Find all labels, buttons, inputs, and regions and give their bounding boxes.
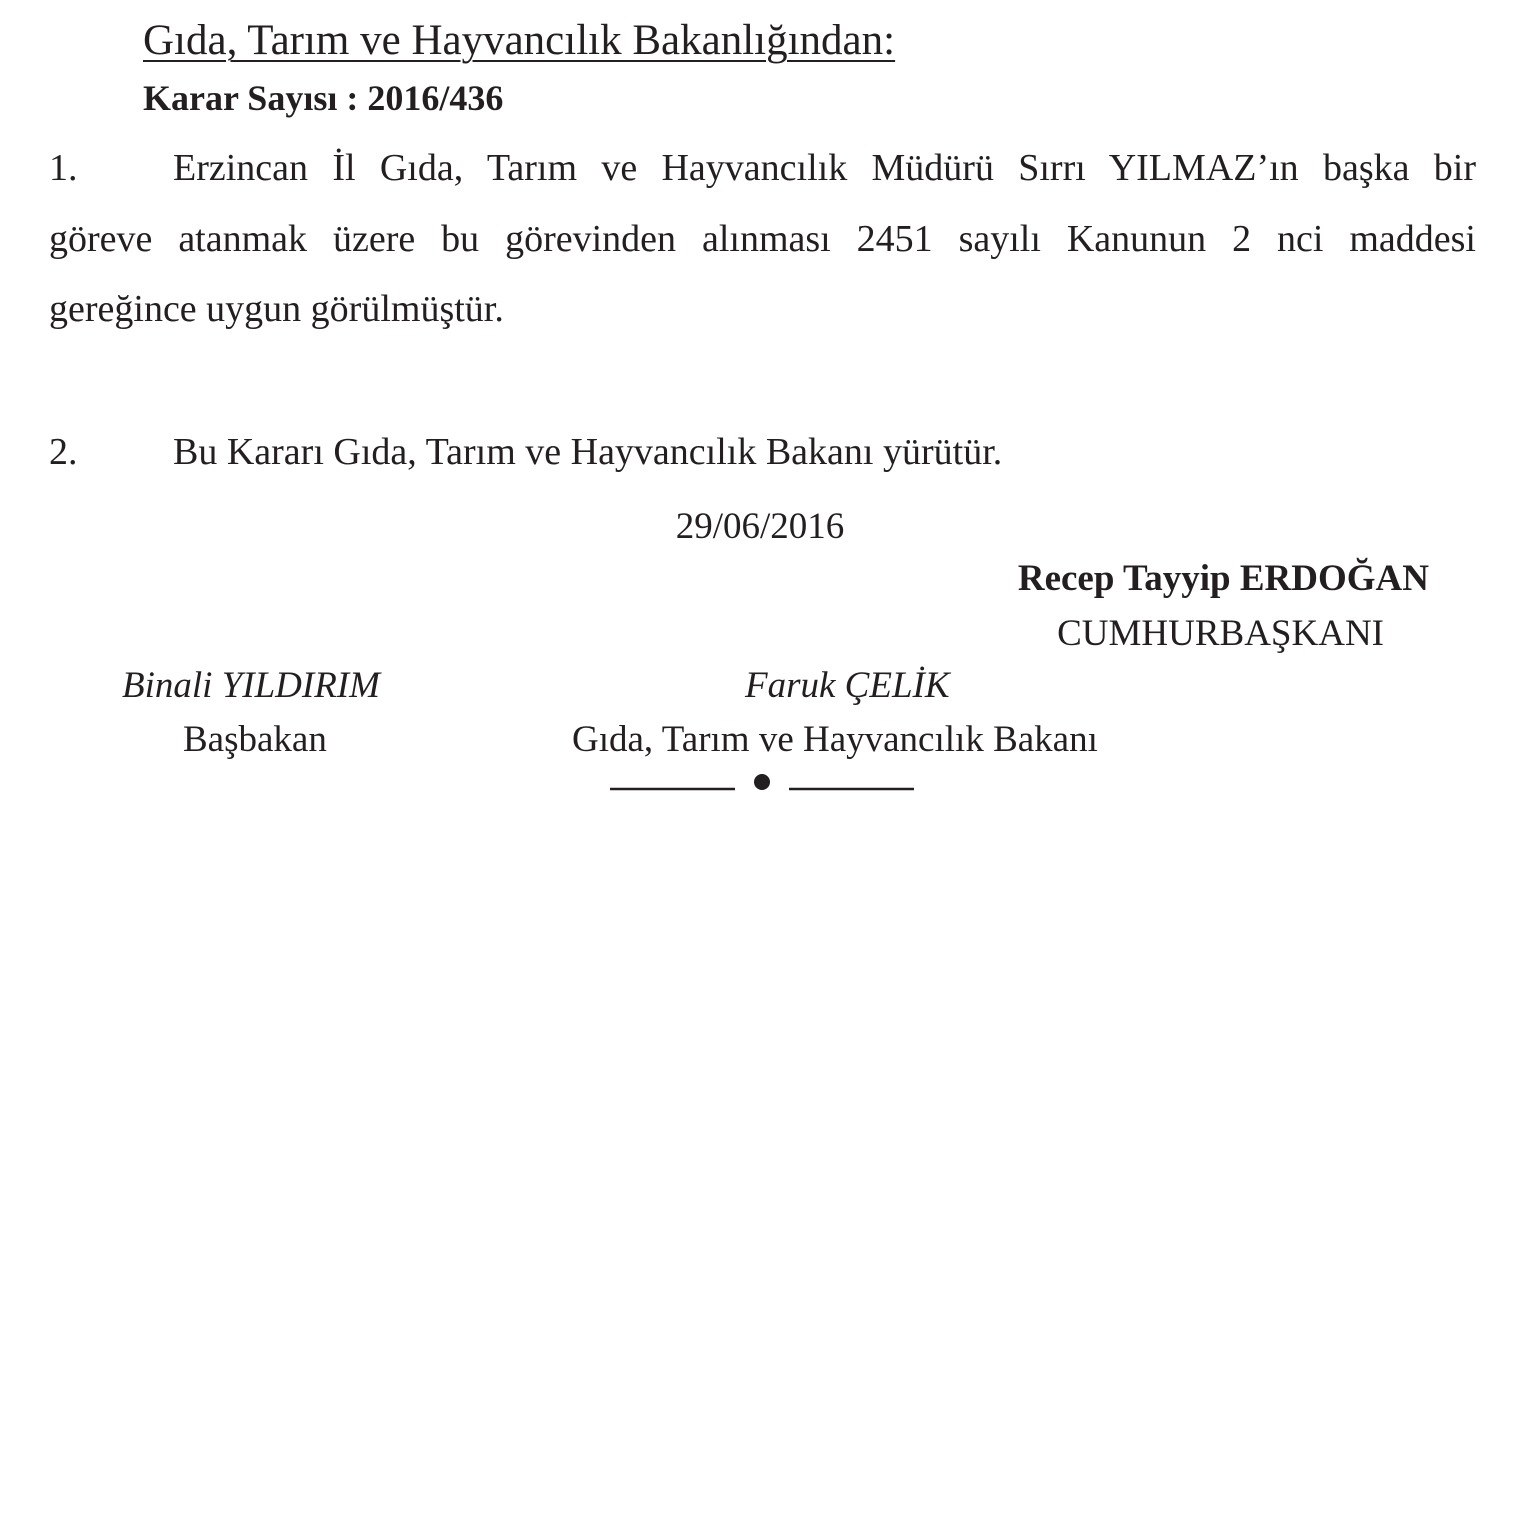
item-1-line-3: gereğince uygun görülmüştür. — [49, 288, 504, 330]
section-divider — [610, 770, 914, 794]
president-name: Recep Tayyip ERDOĞAN — [1017, 558, 1429, 599]
president-title: CUMHURBAŞKANI — [1057, 613, 1384, 654]
ministry-heading: Gıda, Tarım ve Hayvancılık Bakanlığından: — [143, 17, 896, 64]
signatory-1-title: Başbakan — [183, 719, 327, 760]
item-2-line-1: Bu Kararı Gıda, Tarım ve Hayvancılık Bakanı yürütür. — [173, 431, 1003, 473]
signatory-1-name: Binali YILDIRIM — [122, 665, 380, 706]
signatory-2-title: Gıda, Tarım ve Hayvancılık Bakanı — [572, 719, 1098, 760]
decision-number: Karar Sayısı : 2016/436 — [143, 78, 504, 118]
decision-date-text: 29/06/2016 — [675, 506, 845, 547]
signatory-2-name: Faruk ÇELİK — [745, 665, 950, 706]
item-1-line-1: Erzincan İl Gıda, Tarım ve Hayvancılık Müdürü Sırrı YILMAZ’ın başka bir — [173, 147, 1476, 189]
item-2-number: 2. — [49, 431, 78, 473]
item-1-line-2: göreve atanmak üzere bu görevinden alınması 2451 sayılı Kanunun 2 nci maddesi — [49, 218, 1476, 260]
decision-date — [0, 505, 1524, 548]
item-1-number: 1. — [49, 147, 78, 189]
